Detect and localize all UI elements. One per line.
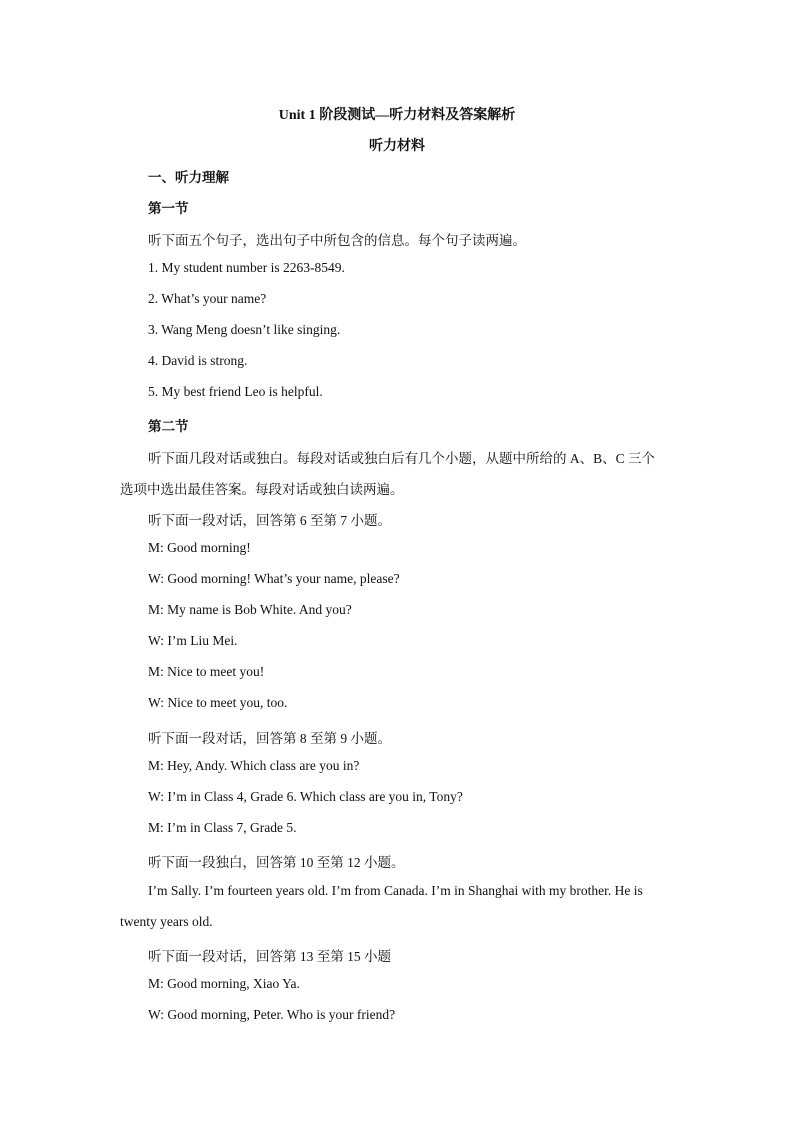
dialogue-line: M: My name is Bob White. And you? <box>148 602 352 617</box>
part2-instruction-line1: 听下面几段对话或独白。每段对话或独白后有几个小题，从题中所给的 A、B、C 三个 <box>148 451 656 466</box>
dialogue-line: W: Nice to meet you, too. <box>148 695 288 710</box>
dialogue-line: W: I’m Liu Mei. <box>148 633 238 648</box>
dialogue2-intro: 听下面一段对话，回答第 8 至第 9 小题。 <box>148 731 391 746</box>
monologue-line2: twenty years old. <box>120 914 213 929</box>
monologue-line1: I’m Sally. I’m fourteen years old. I’m from Canada. I’m in Shanghai with my brother. He is <box>148 883 643 898</box>
dialogue3-intro: 听下面一段对话，回答第 13 至第 15 小题 <box>148 949 391 964</box>
dialogue-line: W: I’m in Class 4, Grade 6. Which class are you in, Tony? <box>148 789 463 804</box>
dialogue-line: W: Good morning! What’s your name, please? <box>148 571 400 586</box>
dialogue-line: M: I’m in Class 7, Grade 5. <box>148 820 297 835</box>
monologue-intro: 听下面一段独白，回答第 10 至第 12 小题。 <box>148 855 405 870</box>
dialogue-line: M: Hey, Andy. Which class are you in? <box>148 758 360 773</box>
sentence-item: 2. What’s your name? <box>148 291 267 306</box>
sentence-item: 4. David is strong. <box>148 353 248 368</box>
page-subtitle: 听力材料 <box>369 139 425 154</box>
sentence-item: 1. My student number is 2263-8549. <box>148 260 345 275</box>
sentence-item: 5. My best friend Leo is helpful. <box>148 384 323 399</box>
section-heading: 一、听力理解 <box>148 170 229 185</box>
part1-heading: 第一节 <box>148 201 189 216</box>
part2-heading: 第二节 <box>148 419 189 434</box>
part2-instruction-line2: 选项中选出最佳答案。每段对话或独白读两遍。 <box>120 482 404 497</box>
page-title: Unit 1 阶段测试—听力材料及答案解析 <box>278 108 516 123</box>
dialogue-line: M: Good morning! <box>148 540 251 555</box>
part1-instruction: 听下面五个句子，选出句子中所包含的信息。每个句子读两遍。 <box>148 233 526 248</box>
dialogue-line: M: Good morning, Xiao Ya. <box>148 976 300 991</box>
sentence-item: 3. Wang Meng doesn’t like singing. <box>148 322 341 337</box>
dialogue-line: M: Nice to meet you! <box>148 664 265 679</box>
dialogue1-intro: 听下面一段对话，回答第 6 至第 7 小题。 <box>148 513 391 528</box>
dialogue-line: W: Good morning, Peter. Who is your friend? <box>148 1007 396 1022</box>
